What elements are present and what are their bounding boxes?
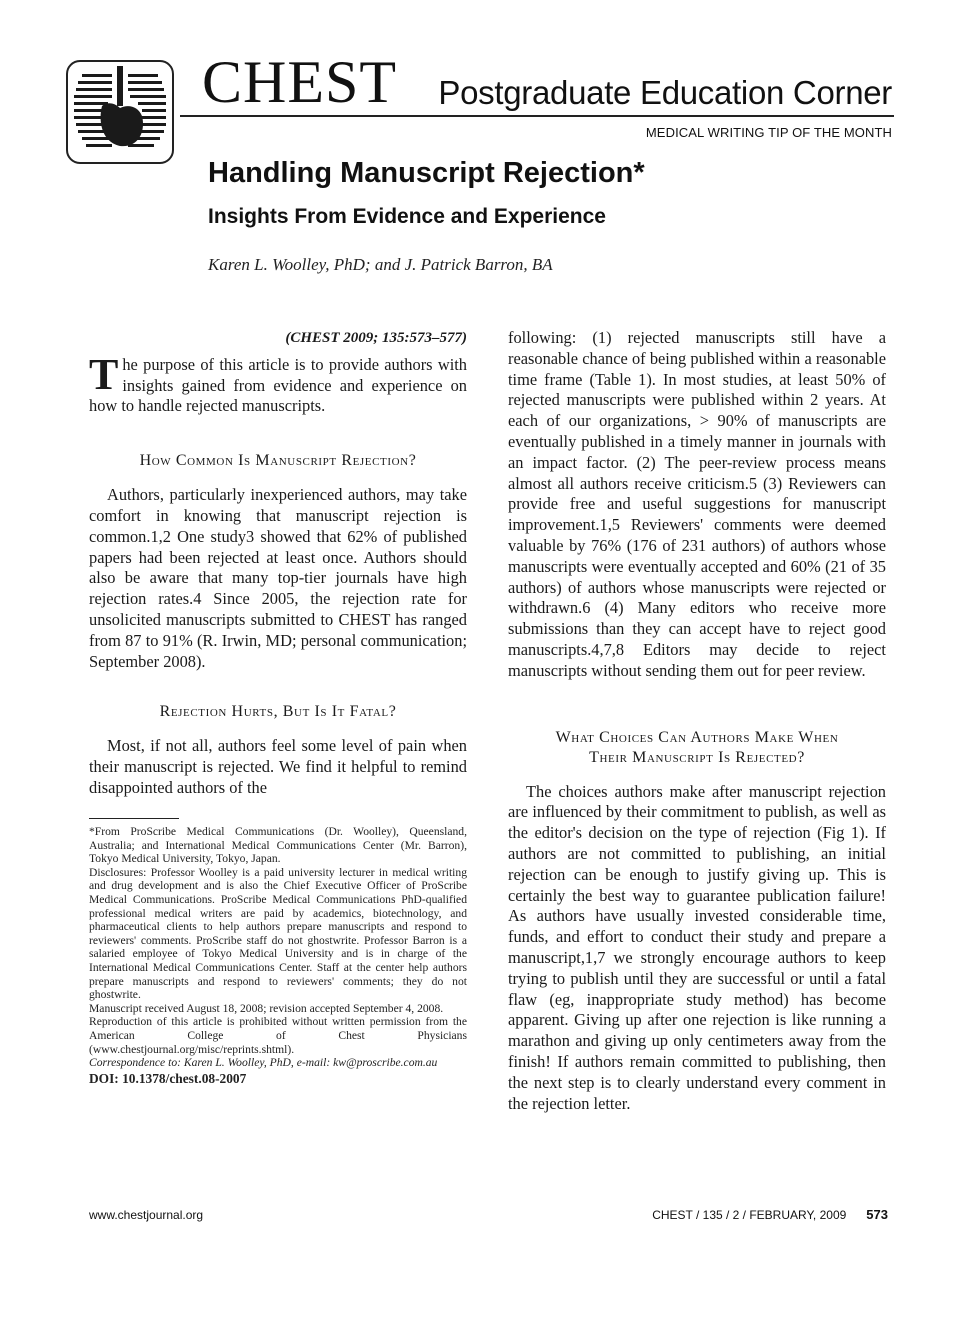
body-paragraph: Authors, particularly inexperienced authors, may take comfort in knowing that manuscript rejection is common.1,2 One study3 showed that 62% of published papers had been rejected at least once. Authors should also be aware that many top-tier journals have high rejection rates.4 Since 2005, the rejection rate for unsolicited manuscripts submitted to CHEST has ranged from 87 to 91% (R. Irwin, MD; personal communication; September 2008). [89,485,467,671]
article-title: Handling Manuscript Rejection* [208,157,645,189]
body-paragraph: following: (1) rejected manuscripts still have a reasonable chance of being published within a reasonable time frame (Table 1). In most studies, at least 50% of rejected manuscripts were published within 2 years. At each of our organizations, > 90% of manuscripts are eventually published in a timely manner in journals with an impact factor. (2) The peer-review process means almost all authors receive criticism.5 (3) Reviewers can provide free and useful suggestions for manuscript improvement.1,5 Reviewers' comments were deemed valuable by 76% (176 of 231 authors) of authors whose manuscripts were eventually accepted and 60% (21 of 35 authors) of authors whose manuscripts were rejected or withdrawn.6 (4) Many editors who receive more submissions than they can accept have to reject good manuscripts.4,7,8 Editors may decide to reject manuscripts without sending them out for peer review. [508,328,886,680]
footer-issue-info [652,1207,888,1222]
section-heading: Rejection Hurts, But Is It Fatal? [159,703,397,721]
correspondence-details: Karen L. Woolley, PhD, e-mail: kw@proscribe.com.au [183,1056,438,1070]
footnote-correspondence [89,1056,467,1070]
footnote-disclosures: Disclosures: Professor Woolley is a paid university lecturer in medical writing and drug development and is also the Chief Executive Officer of ProScribe Medical Communications. ProScribe Medical Communications PhD-qualified professional medical writers are paid by academics, biotechnology, and pharmaceutical clients to help authors prepare manuscripts and respond to reviewers' comments. ProScribe staff do not ghostwrite. Professor Barron is a salaried employee of Tokyo Medical University and is in charge of the International Medical Communications Center. Staff at the center help authors prepare manuscripts and respond to reviewers' comments; they do not ghostwrite. [89,865,467,1002]
doi: DOI: 10.1378/chest.08-2007 [89,1070,247,1086]
page-number: 573 [866,1207,888,1222]
intro-paragraph: The purpose of this article is to provide authors with insights gained from evidence and experience on how to handle rejected manuscripts. [89,349,467,416]
footnotes [89,818,467,1085]
footnote-received: Manuscript received August 18, 2008; revision accepted September 4, 2008. [89,1001,444,1015]
journal-logo [66,60,174,164]
header-divider [180,115,894,117]
section-heading: How Common Is Manuscript Rejection? [139,452,417,470]
article-subtitle: Insights From Evidence and Experience [208,205,606,228]
section-heading: What Choices Can Authors Make When [555,728,839,746]
citation: (CHEST 2009; 135:573–577) [285,330,467,346]
footer-website: www.chestjournal.org [89,1208,204,1222]
journal-masthead: CHEST [202,49,398,115]
footnote-divider [89,818,179,819]
left-column [89,328,467,799]
column-kicker: MEDICAL WRITING TIP OF THE MONTH [645,125,892,140]
drop-cap: T [89,349,119,399]
section-heading-continued: Their Manuscript Is Rejected? [589,748,805,766]
footnote-reproduction: Reproduction of this article is prohibited without written permission from the American College of Chest Physicians (www.chestjournal.org/misc/reprints.shtml). [89,1015,467,1056]
footer-issue: CHEST / 135 / 2 / FEBRUARY, 2009 [652,1208,847,1222]
correspondence-label: Correspondence to: [89,1056,181,1070]
article-authors: Karen L. Woolley, PhD; and J. Patrick Barron, BA [208,255,553,274]
right-column [508,328,886,1114]
body-paragraph: Most, if not all, authors feel some level of pain when their manuscript is rejected. We find it helpful to remind disappointed authors of the [89,736,467,797]
body-paragraph: The choices authors make after manuscript rejection are influenced by their commitment to publish, as well as the editor's decision on the type of rejection (Fig 1). If authors are not committed to publishing, an initial rejection can be enough to justify giving up. This is certainly the best way to guarantee publication failure! As authors have usually invested considerable time, funds, and effort to conduct their study and prepare a manuscript,1,7 we strongly encourage authors to keep trying to publish until they are successful or until a fatal flaw (eg, inappropriate study method) has become apparent. Giving up after one rejection is like running a marathon and giving up only centimeters away from the finish! If authors remain committed to publishing, then the next step is to clearly understand every comment in the rejection letter. [508,781,886,1113]
section-title: Postgraduate Education Corner [438,74,892,111]
footnote-affiliation: *From ProScribe Medical Communications (Dr. Woolley), Queensland, Australia; and International Medical Communications Center (Mr. Barron), Tokyo Medical University, Tokyo, Japan. [89,825,467,866]
